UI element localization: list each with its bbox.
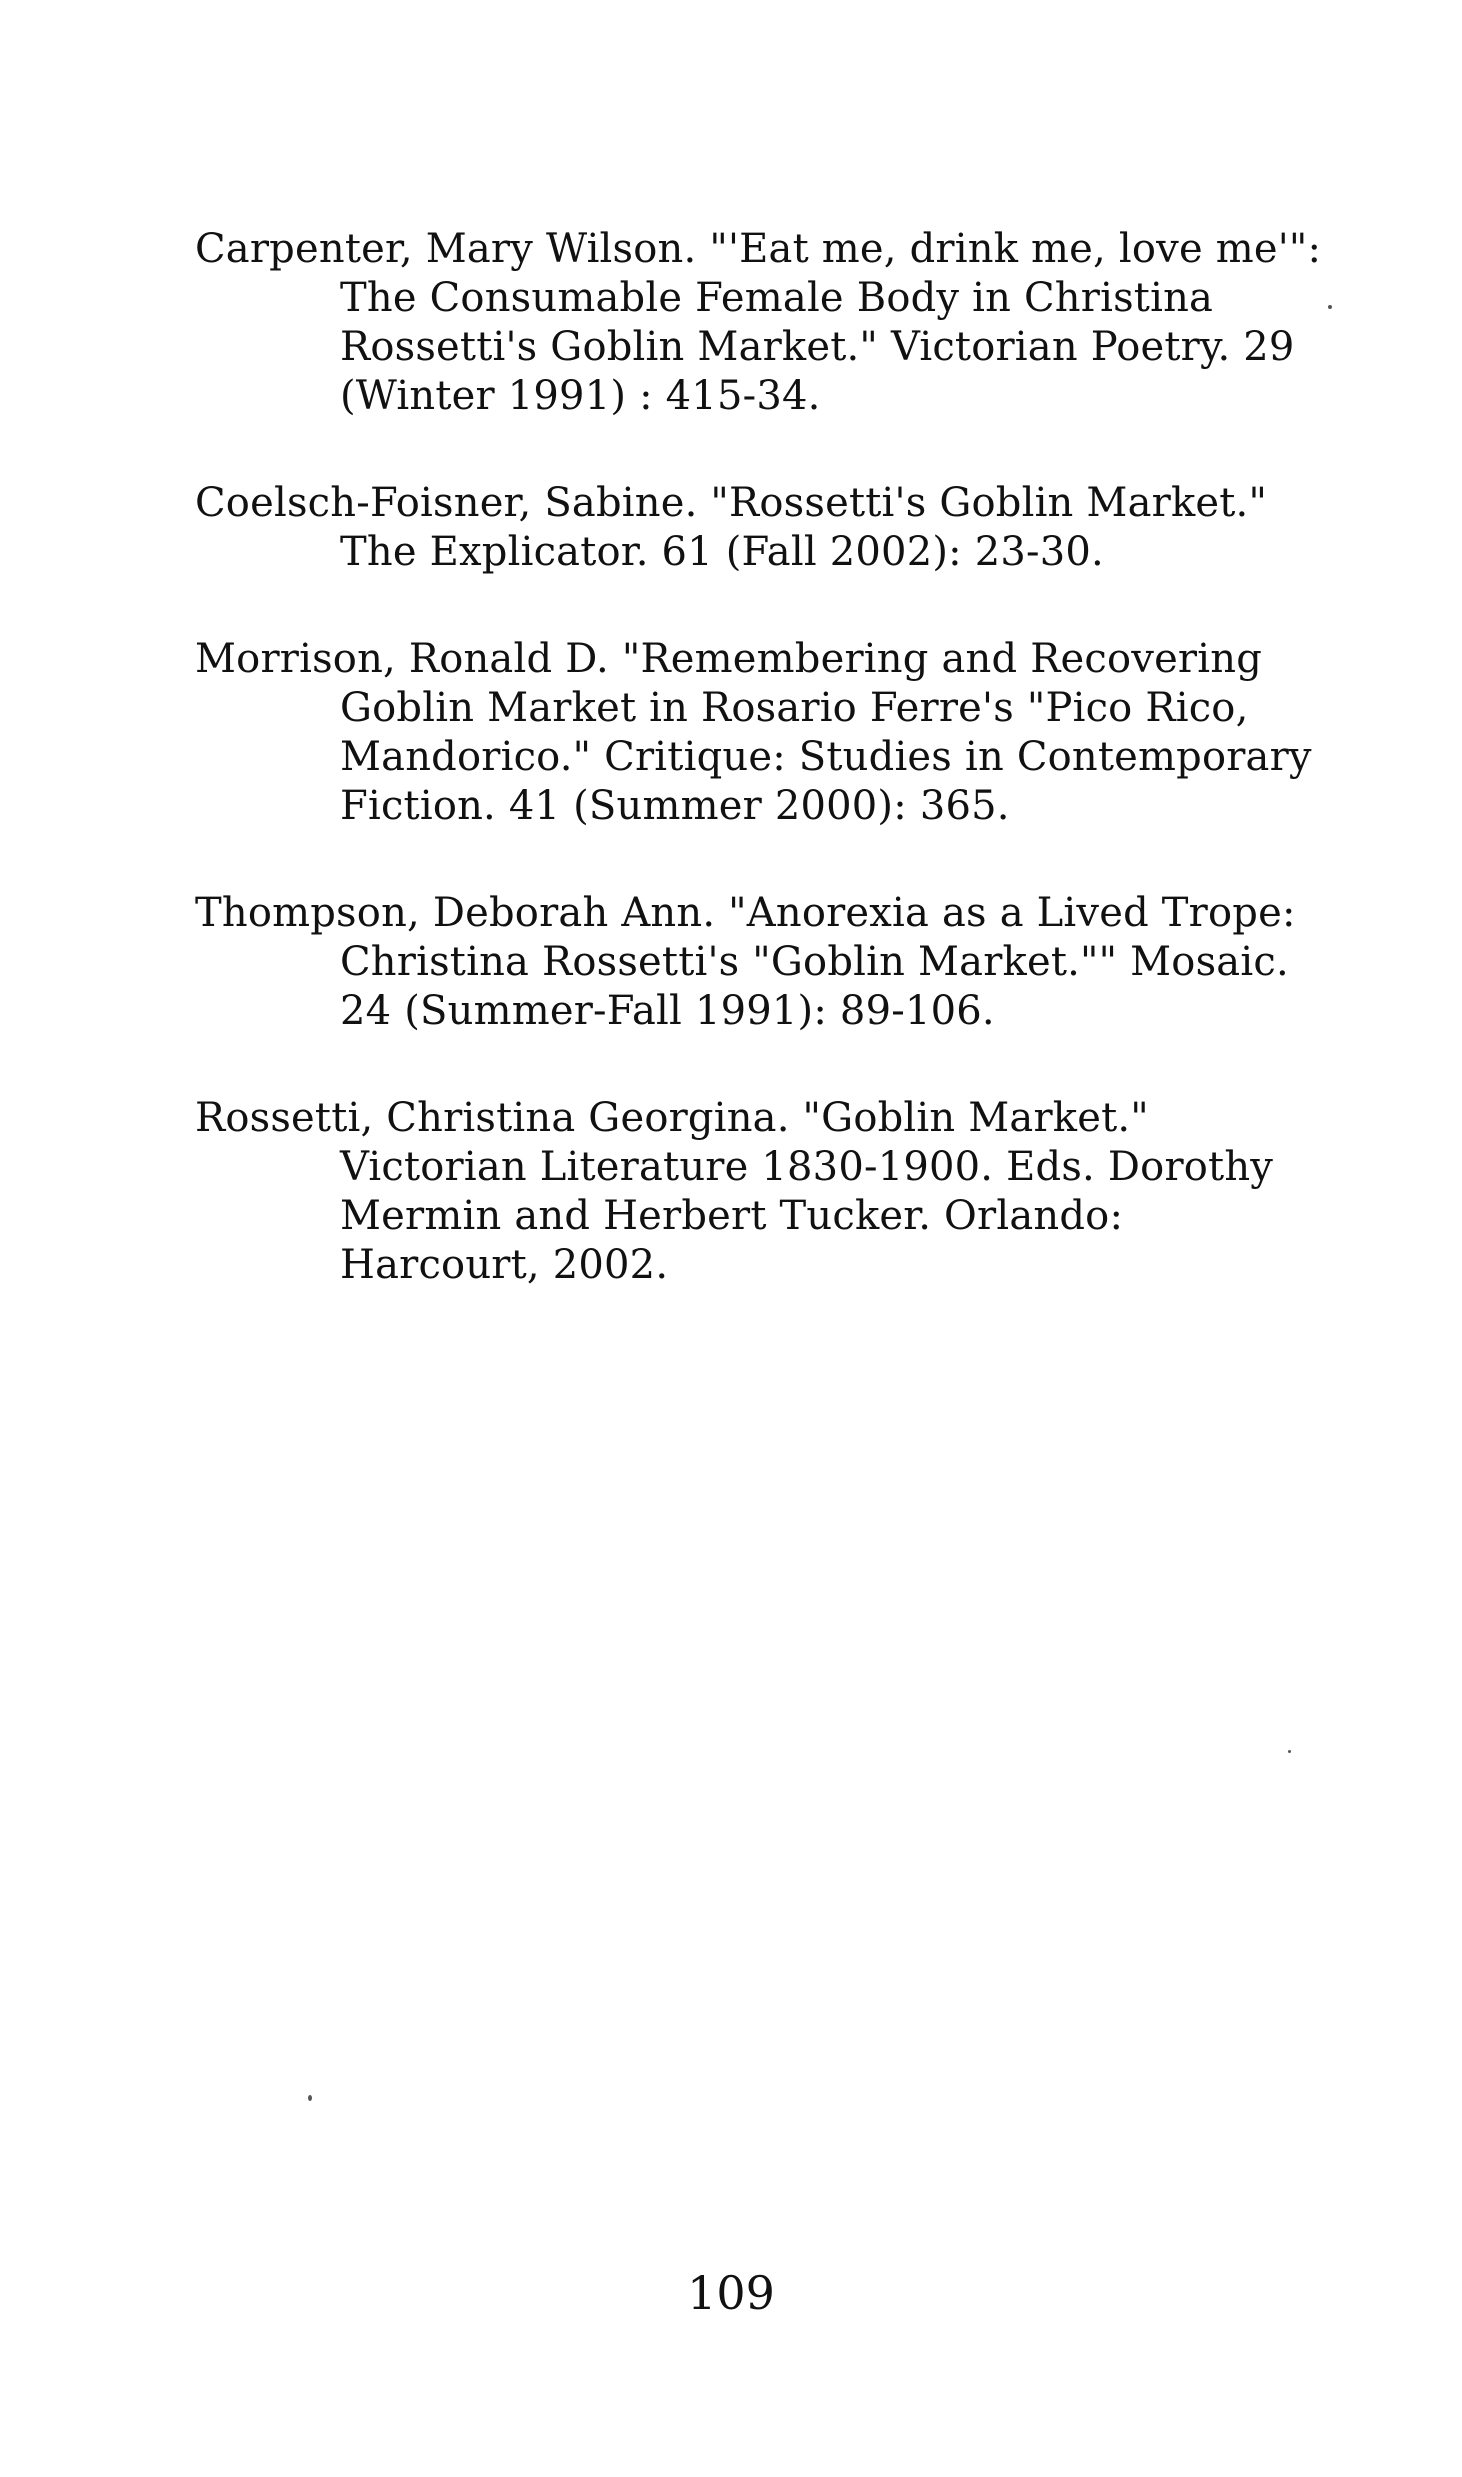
entry-line: The Consumable Female Body in Christina bbox=[340, 275, 1214, 321]
scan-speck bbox=[1288, 1750, 1291, 1753]
entry-line: (Winter 1991) : 415-34. bbox=[340, 373, 821, 419]
bibliography-entry-coelsch-foisner bbox=[195, 479, 1290, 577]
bibliography-list bbox=[195, 225, 1322, 1348]
entry-line: Mermin and Herbert Tucker. Orlando: bbox=[340, 1193, 1124, 1239]
entry-line: The Explicator. 61 (Fall 2002): 23-30. bbox=[340, 529, 1104, 575]
bibliography-entry-rossetti bbox=[195, 1094, 1290, 1290]
scan-speck bbox=[308, 2095, 312, 2101]
entry-line: Victorian Literature 1830-1900. Eds. Dorothy bbox=[340, 1144, 1274, 1190]
entry-line: Thompson, Deborah Ann. "Anorexia as a Lived Trope: bbox=[195, 890, 1296, 936]
entry-line: Rossetti, Christina Georgina. "Goblin Market." bbox=[195, 1095, 1149, 1141]
entry-line: 24 (Summer-Fall 1991): 89-106. bbox=[340, 988, 995, 1034]
bibliography-entry-morrison bbox=[195, 635, 1312, 831]
entry-line: Morrison, Ronald D. "Remembering and Recovering bbox=[195, 636, 1263, 682]
entry-line: Coelsch-Foisner, Sabine. "Rossetti's Goblin Market." bbox=[195, 480, 1268, 526]
entry-line: Carpenter, Mary Wilson. "'Eat me, drink me, love me'": bbox=[195, 226, 1322, 272]
bibliography-entry-carpenter bbox=[195, 225, 1322, 421]
entry-line: Christina Rossetti's "Goblin Market."" Mosaic. bbox=[340, 939, 1289, 985]
page-number: 109 bbox=[687, 2266, 775, 2320]
bibliography-entry-thompson bbox=[195, 889, 1296, 1036]
entry-line: Harcourt, 2002. bbox=[340, 1242, 669, 1288]
entry-line: Fiction. 41 (Summer 2000): 365. bbox=[340, 783, 1010, 829]
scan-speck bbox=[1328, 305, 1332, 309]
entry-line: Rossetti's Goblin Market." Victorian Poetry. 29 bbox=[340, 324, 1295, 370]
entry-line: Mandorico." Critique: Studies in Contemporary bbox=[340, 734, 1312, 780]
entry-line: Goblin Market in Rosario Ferre's "Pico Rico, bbox=[340, 685, 1249, 731]
